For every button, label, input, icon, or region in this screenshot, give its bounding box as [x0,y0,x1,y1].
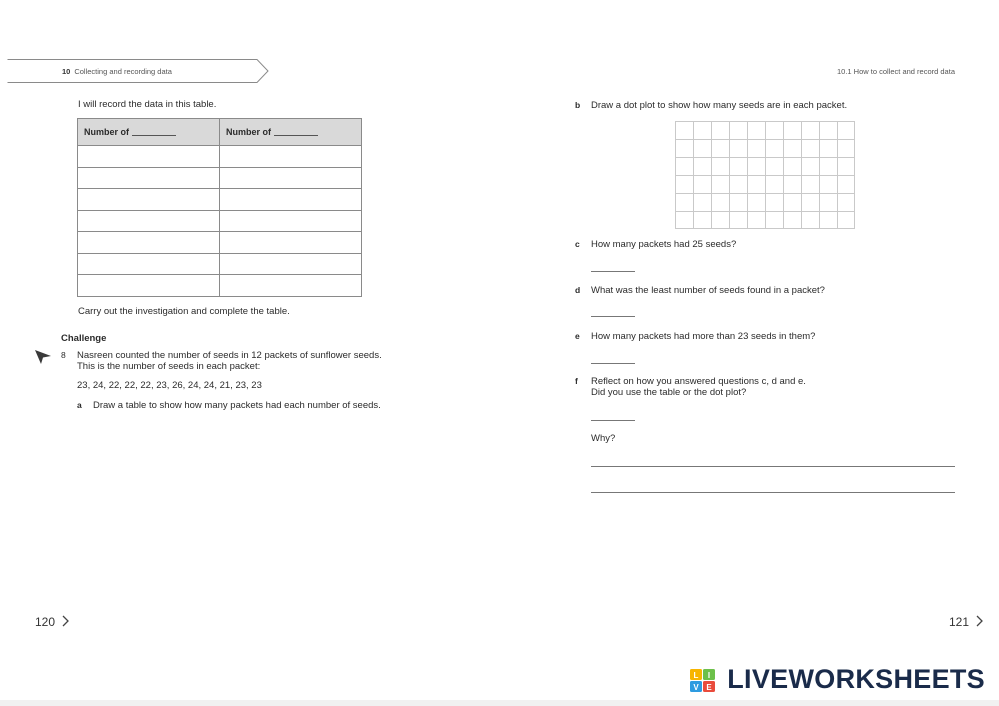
qf-letter: f [575,376,578,386]
question-d [575,284,825,297]
table-cell[interactable] [78,167,220,189]
answer-line-why-1[interactable] [591,466,955,467]
svg-text:L: L [693,671,699,680]
table-cell[interactable] [220,253,362,275]
brand-wordmark[interactable]: LIVEWORKSHEETS [727,664,985,694]
table-cell[interactable] [78,146,220,168]
qd-letter: d [575,285,581,295]
q8-line1: Nasreen counted the number of seeds in 12 packets of sunflower seeds. [77,350,382,361]
qb-letter: b [575,100,581,110]
table-cell[interactable] [220,189,362,211]
q8-line2: This is the number of seeds in each packet: [77,361,261,372]
qe-letter: e [575,331,580,341]
section-title: 10.1 How to collect and record data [837,67,955,76]
table-intro: I will record the data in this table. [78,99,217,110]
table-cell[interactable] [78,275,220,297]
table-cell[interactable] [220,210,362,232]
qd-text: What was the least number of seeds found in a packet? [591,285,825,296]
qc-letter: c [575,239,580,249]
qc-text: How many packets had 25 seeds? [591,239,737,250]
table-cell[interactable] [78,189,220,211]
challenge-label: Challenge [61,333,107,344]
chapter-heading [62,67,172,76]
qa-text: Draw a table to show how many packets had each number of seeds. [93,400,381,411]
challenge-arrow-icon [33,346,53,366]
qf-line1: Reflect on how you answered questions c, d and e. [591,376,806,387]
svg-text:E: E [706,683,712,692]
qf-line2: Did you use the table or the dot plot? [591,387,747,398]
bottom-strip [0,700,999,706]
why-label: Why? [591,433,616,444]
chapter-title: Collecting and recording data [74,67,172,76]
table-header-col2: Number of [220,119,362,146]
table-cell[interactable] [220,146,362,168]
carry-out-instruction: Carry out the investigation and complete the table. [78,306,290,317]
table-cell[interactable] [220,167,362,189]
table-row [78,210,362,232]
table-cell[interactable] [78,253,220,275]
answer-line-f[interactable] [591,420,635,421]
table-row [78,146,362,168]
question-a [77,399,381,412]
chevron-right-icon [976,615,984,627]
table-row [78,189,362,211]
question-number: 8 [61,350,66,360]
question-c [575,238,736,251]
table-cell[interactable] [220,232,362,254]
answer-line-why-2[interactable] [591,492,955,493]
table-header-col1: Number of [78,119,220,146]
left-page-number: 120 [35,615,70,629]
question-b [575,99,847,112]
table-cell[interactable] [78,210,220,232]
table-cell[interactable] [220,275,362,297]
right-page-number: 121 [949,615,984,629]
qe-text: How many packets had more than 23 seeds in them? [591,331,816,342]
table-row [78,275,362,297]
table-header-row [78,119,362,146]
qb-text: Draw a dot plot to show how many seeds are in each packet. [591,100,848,111]
answer-line-e[interactable] [591,363,635,364]
seed-data: 23, 24, 22, 22, 22, 23, 26, 24, 24, 21, 23, 23 [77,380,262,391]
svg-text:V: V [693,683,699,692]
chapter-number: 10 [62,67,71,76]
recording-table [77,118,362,297]
table-row [78,232,362,254]
table-cell[interactable] [78,232,220,254]
table-row [78,167,362,189]
chevron-right-icon [62,615,70,627]
svg-text:I: I [707,671,711,680]
dot-plot-grid[interactable] [675,121,855,229]
header-blank-2[interactable] [274,135,318,136]
qa-letter: a [77,400,82,410]
question-e [575,330,815,343]
header-blank-1[interactable] [132,135,176,136]
answer-line-c[interactable] [591,271,635,272]
answer-line-d[interactable] [591,316,635,317]
liveworksheets-logo-icon [690,669,716,693]
table-row [78,253,362,275]
